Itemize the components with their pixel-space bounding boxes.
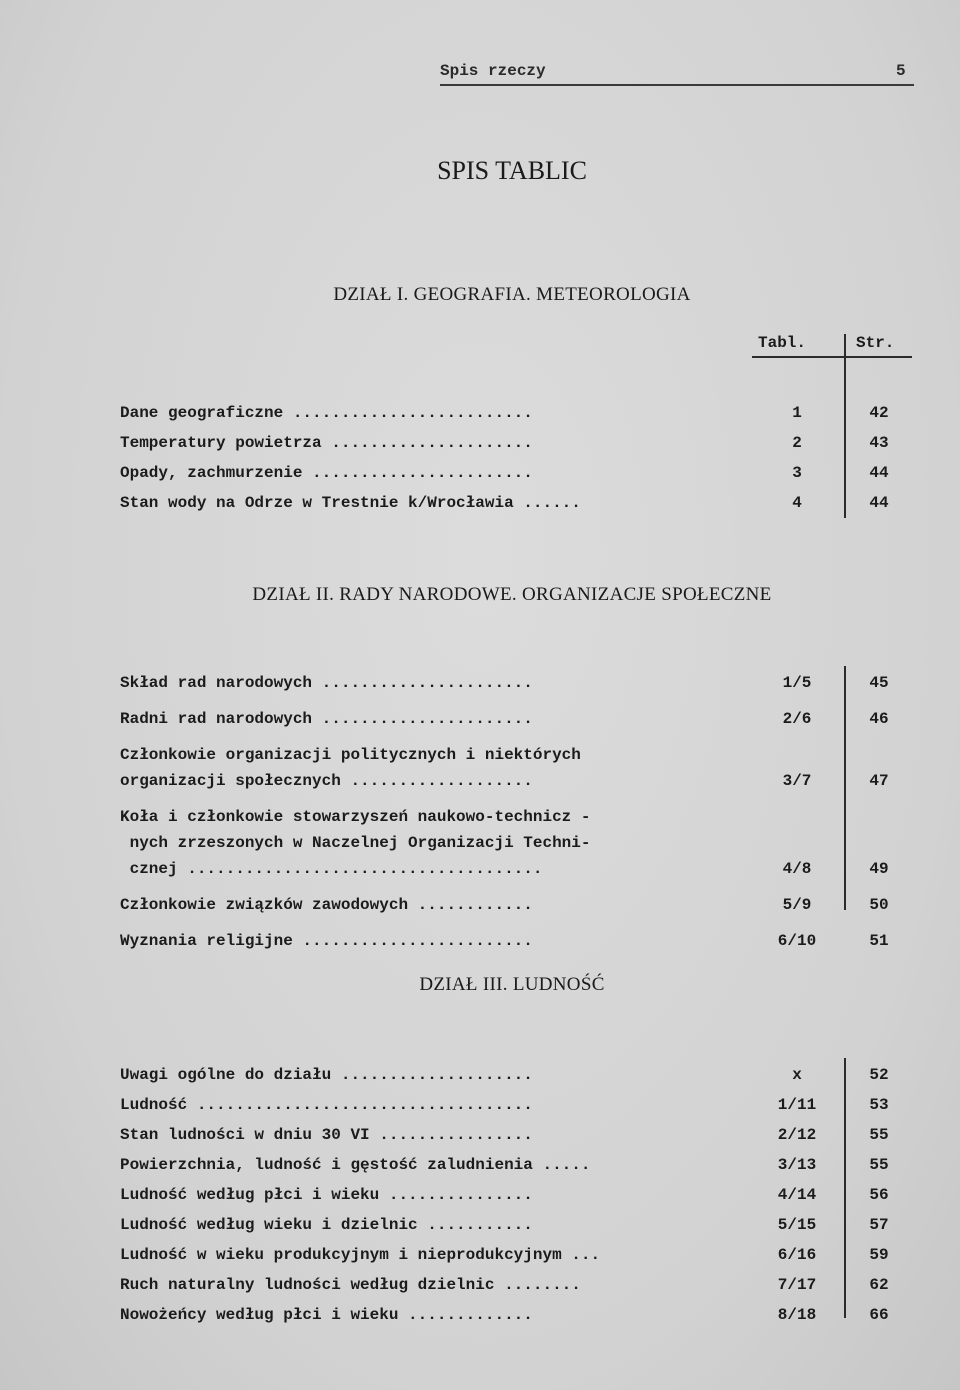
- table-row: [0, 710, 960, 736]
- table-row: [0, 1216, 960, 1242]
- row-label: [120, 404, 732, 430]
- table-row: [0, 1246, 960, 1272]
- row-label: [120, 1276, 732, 1302]
- row-label-line: Ruch naturalny ludności według dzielnic ........: [120, 1276, 581, 1294]
- header-rule: [440, 84, 914, 86]
- row-label: [120, 494, 732, 520]
- row-label-line: Wyznania religijne ........................: [120, 932, 533, 950]
- page-reference: 57: [869, 1216, 889, 1234]
- table-number: 6/16: [777, 1246, 817, 1264]
- page-reference: 53: [869, 1096, 889, 1114]
- row-label-line: Uwagi ogólne do działu ....................: [120, 1066, 533, 1084]
- table-number: 6/10: [777, 932, 817, 950]
- row-label: [120, 464, 732, 490]
- table-number: 1/5: [782, 674, 812, 692]
- row-label: [120, 1126, 732, 1152]
- table-number: 1: [792, 404, 802, 422]
- row-label-line: organizacji społecznych ...................: [120, 772, 533, 790]
- row-label: [120, 710, 732, 736]
- section-title-2: DZIAŁ II. RADY NARODOWE. ORGANIZACJE SPOŁECZNE: [252, 584, 772, 605]
- row-label: [120, 1306, 732, 1332]
- table-number: 7/17: [777, 1276, 817, 1294]
- table-row: [0, 464, 960, 490]
- table-row: [0, 1306, 960, 1332]
- table-number: 3/13: [777, 1156, 817, 1174]
- table-row: [0, 404, 960, 430]
- row-label: [120, 1186, 732, 1212]
- table-row: [0, 896, 960, 922]
- table-row: [0, 1126, 960, 1152]
- page-reference: 62: [869, 1276, 889, 1294]
- page-reference: 55: [869, 1126, 889, 1144]
- column-header-rule: [752, 356, 912, 358]
- table-number: 2/12: [777, 1126, 817, 1144]
- row-label: [120, 1246, 732, 1272]
- table-row: [0, 808, 960, 886]
- row-label-line: Członkowie związków zawodowych ............: [120, 896, 533, 914]
- table-number: 2/6: [782, 710, 812, 728]
- page-reference: 44: [869, 494, 889, 512]
- column-header-str: Str.: [856, 334, 895, 352]
- page-reference: 42: [869, 404, 889, 422]
- table-row: [0, 1186, 960, 1212]
- table-row: [0, 1096, 960, 1122]
- page-reference: 50: [869, 896, 889, 914]
- row-label-line: Radni rad narodowych ......................: [120, 710, 533, 728]
- row-label-line: Dane geograficzne .........................: [120, 404, 533, 422]
- row-label: [120, 1156, 732, 1182]
- table-row: [0, 932, 960, 958]
- row-label-line: Ludność według płci i wieku ...............: [120, 1186, 533, 1204]
- table-number: 5/15: [777, 1216, 817, 1234]
- section-title-3: DZIAŁ III. LUDNOŚĆ: [419, 974, 605, 995]
- table-number: 4/14: [777, 1186, 817, 1204]
- table-row: [0, 1276, 960, 1302]
- page-reference: 51: [869, 932, 889, 950]
- table-row: [0, 434, 960, 460]
- table-number: 2: [792, 434, 802, 452]
- row-label-line: nych zrzeszonych w Naczelnej Organizacji Techni-: [120, 834, 591, 852]
- row-label: [120, 932, 732, 958]
- table-row: [0, 1156, 960, 1182]
- row-label-line: Temperatury powietrza .....................: [120, 434, 533, 452]
- table-number: 3: [792, 464, 802, 482]
- page-number: 5: [896, 62, 906, 80]
- row-label: [120, 808, 732, 886]
- row-label: [120, 746, 732, 798]
- row-label-line: Powierzchnia, ludność i gęstość zaludnienia .....: [120, 1156, 591, 1174]
- row-label-line: Opady, zachmurzenie .......................: [120, 464, 533, 482]
- page-reference: 56: [869, 1186, 889, 1204]
- row-label: [120, 674, 732, 700]
- page-title: SPIS TABLIC: [437, 156, 587, 185]
- row-label-line: Skład rad narodowych ......................: [120, 674, 533, 692]
- row-label-line: Członkowie organizacji politycznych i niektórych: [120, 746, 581, 764]
- page-reference: 66: [869, 1306, 889, 1324]
- row-label: [120, 896, 732, 922]
- table-number: 4: [792, 494, 802, 512]
- row-label: [120, 1096, 732, 1122]
- page-reference: 45: [869, 674, 889, 692]
- table-number: x: [792, 1066, 802, 1084]
- page-reference: 44: [869, 464, 889, 482]
- table-number: 1/11: [777, 1096, 817, 1114]
- table-row: [0, 746, 960, 798]
- page-reference: 47: [869, 772, 889, 790]
- page-reference: 46: [869, 710, 889, 728]
- row-label-line: cznej .....................................: [120, 860, 543, 878]
- column-header-tabl: Tabl.: [758, 334, 807, 352]
- row-label-line: Ludność ...................................: [120, 1096, 533, 1114]
- table-row: [0, 674, 960, 700]
- page-reference: 59: [869, 1246, 889, 1264]
- table-number: 5/9: [782, 896, 812, 914]
- table-row: [0, 1066, 960, 1092]
- table-row: [0, 494, 960, 520]
- row-label-line: Stan ludności w dniu 30 VI ................: [120, 1126, 533, 1144]
- row-label-line: Koła i członkowie stowarzyszeń naukowo-technicz -: [120, 808, 591, 826]
- page-reference: 43: [869, 434, 889, 452]
- table-number: 4/8: [782, 860, 812, 878]
- page-reference: 49: [869, 860, 889, 878]
- row-label-line: Stan wody na Odrze w Trestnie k/Wrocławia ......: [120, 494, 581, 512]
- row-label-line: Ludność w wieku produkcyjnym i nieprodukcyjnym ...: [120, 1246, 601, 1264]
- table-number: 3/7: [782, 772, 812, 790]
- page-reference: 55: [869, 1156, 889, 1174]
- row-label-line: Nowożeńcy według płci i wieku .............: [120, 1306, 533, 1324]
- running-title: Spis rzeczy: [440, 62, 546, 80]
- section-title-1: DZIAŁ I. GEOGRAFIA. METEOROLOGIA: [333, 284, 691, 305]
- row-label: [120, 1066, 732, 1092]
- row-label: [120, 1216, 732, 1242]
- page-reference: 52: [869, 1066, 889, 1084]
- row-label-line: Ludność według wieku i dzielnic ...........: [120, 1216, 533, 1234]
- row-label: [120, 434, 732, 460]
- table-number: 8/18: [777, 1306, 817, 1324]
